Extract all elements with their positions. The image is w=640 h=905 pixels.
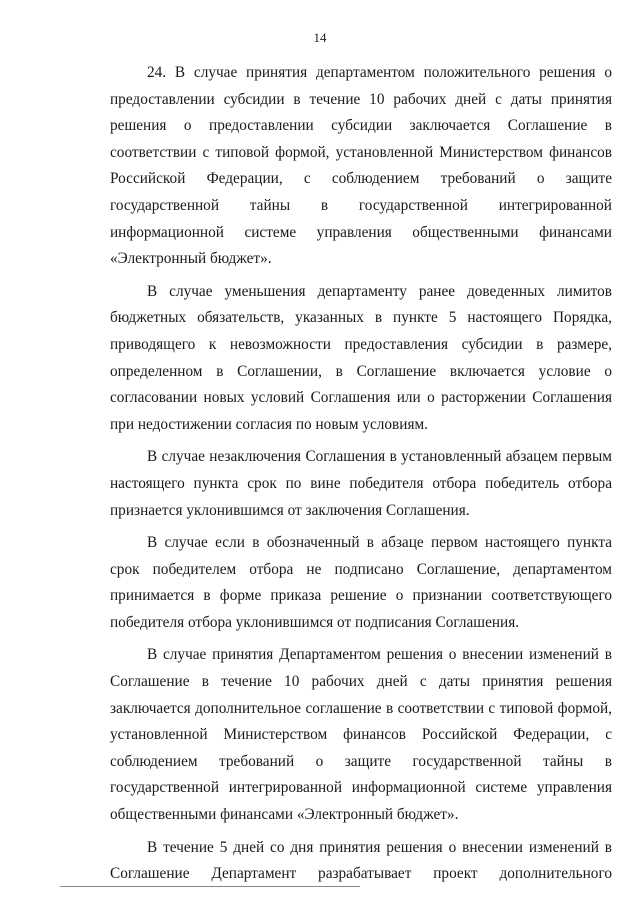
paragraph-not-signed: В случае если в обозначенный в абзаце первом настоящего пункта срок победителем отбора не подписано Соглашение, департаментом принимается в форме приказа решение о признании соответствующего победителя отбора уклонившимся от подписания Соглашения.	[110, 534, 612, 631]
page-number: 14	[313, 30, 327, 45]
paragraph-amendments: В случае принятия Департаментом решения о внесении изменений в Соглашение в течение 10 рабочих дней с даты принятия решения заключается дополнительное соглашение в соответствии с типовой формой, установленной Министерством финансов Российской Федерации, с соблюдением требований о защите государственной тайны в государственной интегрированной информационной системе управления общественными финансами «Электронный бюджет».	[110, 646, 612, 824]
paragraph-limits-reduction: В случае уменьшения департаменту ранее доведенных лимитов бюджетных обязательств, указанных в пункте 5 настоящего Порядка, приводящего к невозможности предоставления субсидии в размере, определенном в Соглашении, в Соглашение включается условие о согласовании новых условий Соглашения или о расторжении Соглашения при недостижении согласия по новым условиям.	[110, 282, 612, 433]
paragraph-24-main: 24. В случае принятия департаментом положительного решения о предоставлении субсидии в течение 10 рабочих дней с даты принятия решения о предоставлении субсидии заключается Соглашение в соответствии с типовой формой, установленной Министерством финансов Российской Федерации, с соблюдением требований о защите государственной тайны в государственной интегрированной информационной системе управления общественными финансами «Электронный бюджет».	[110, 64, 612, 268]
document-body	[110, 60, 612, 894]
paragraph-non-conclusion: В случае незаключения Соглашения в установленный абзацем первым настоящего пункта срок по вине победителя отбора победитель отбора признается уклонившимся от заключения Соглашения.	[110, 448, 612, 519]
footer-divider	[60, 886, 360, 887]
paragraph-five-days: В течение 5 дней со дня принятия решения о внесении изменений в Соглашение Департамент разрабатывает проект дополнительного	[110, 838, 612, 883]
